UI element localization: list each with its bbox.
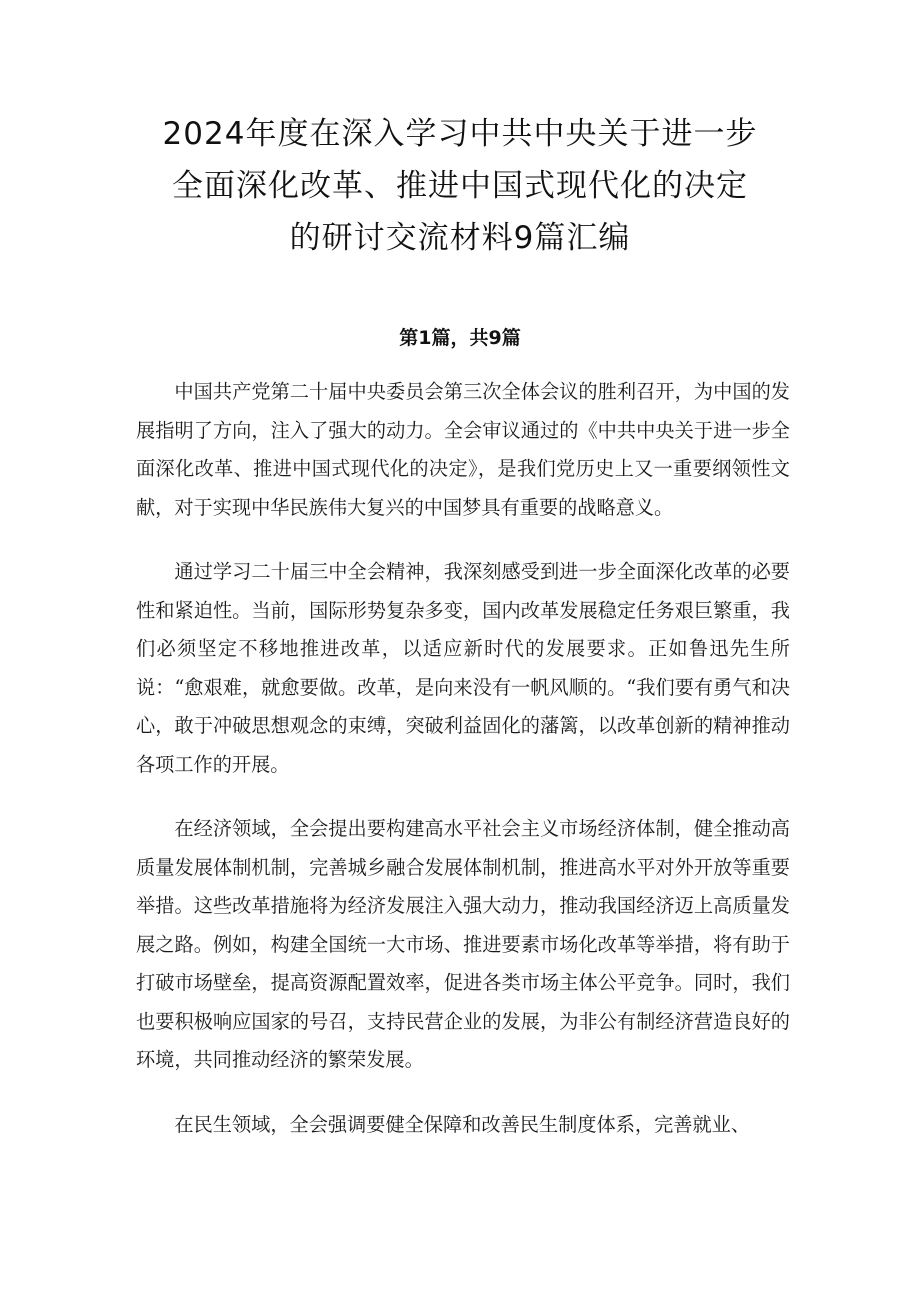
title-line-2: 全面深化改革、推进中国式现代化的决定 bbox=[172, 168, 748, 204]
document-title bbox=[110, 108, 810, 264]
paragraph-3: 在经济领域，全会提出要构建高水平社会主义市场经济体制，健全推动高质量发展体制机制，完善城乡融合发展体制机制，推进高水平对外开放等重要举措。这些改革措施将为经济发展注入强大动力，推动我国经济迈上高质量发展之路。例如，构建全国统一大市场、推进要素市场化改革等举措，将有助于打破市场壁垒，提高资源配置效率，促进各类市场主体公平竞争。同时，我们也要积极响应国家的号召，支持民营企业的发展，为非公有制经济营造良好的环境，共同推动经济的繁荣发展。 bbox=[136, 817, 790, 1071]
section-heading: 第1篇，共9篇 bbox=[399, 327, 521, 349]
document-body bbox=[136, 373, 790, 1170]
paragraph-2: 通过学习二十届三中全会精神，我深刻感受到进一步全面深化改革的必要性和紧迫性。当前，国际形势复杂多变，国内改革发展稳定任务艰巨繁重，我们必须坚定不移地推进改革，以适应新时代的发展要求。正如鲁迅先生所说：“愈艰难，就愈要做。改革，是向来没有一帆风顺的。“我们要有勇气和决心，敢于冲破思想观念的束缚，突破利益固化的藩篱，以改革创新的精神推动各项工作的开展。 bbox=[136, 560, 790, 776]
paragraph-4: 在民生领域，全会强调要健全保障和改善民生制度体系，完善就业、 bbox=[174, 1112, 751, 1136]
title-line-3: 的研讨交流材料9篇汇编 bbox=[289, 220, 631, 256]
title-line-1: 2024年度在深入学习中共中央关于进一步 bbox=[162, 116, 758, 152]
paragraph-1: 中国共产党第二十届中央委员会第三次全体会议的胜利召开，为中国的发展指明了方向，注入了强大的动力。全会审议通过的《中共中央关于进一步全面深化改革、推进中国式现代化的决定》，是我们党历史上又一重要纲领性文献，对于实现中华民族伟大复兴的中国梦具有重要的战略意义。 bbox=[136, 380, 790, 519]
